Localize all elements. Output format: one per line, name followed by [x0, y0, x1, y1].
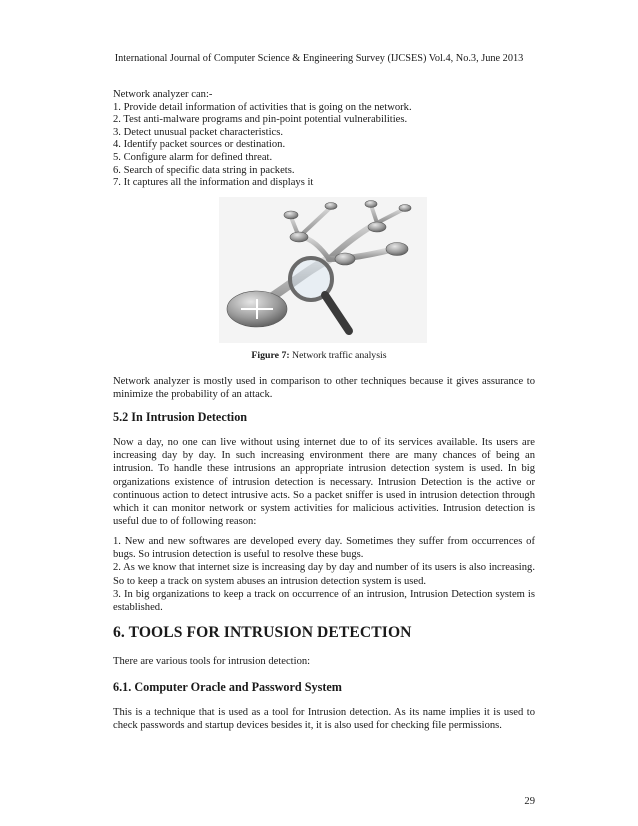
list-item: 5. Configure alarm for defined threat.: [113, 151, 273, 163]
reasons-list: [113, 535, 535, 614]
paragraph-cops: This is a technique that is used as a tool for Intrusion detection. As its name implies it is used to check passwords and startup devices besides it, it is also used for checking file permissions.: [113, 707, 535, 732]
list-item: 1. Provide detail information of activities that is going on the network.: [113, 101, 412, 113]
list-item: 2. As we know that internet size is increasing day by day and number of its users is also increasing. So to keep a track on system abuses an intrusion detection system is used.: [113, 562, 535, 587]
page-number: 29: [524, 796, 535, 807]
paragraph-analyzer: Network analyzer is mostly used in comparison to other techniques because it gives assurance to minimize the probability of an attack.: [113, 376, 535, 401]
paragraph-tools: There are various tools for intrusion detection:: [113, 656, 311, 667]
list-item: 7. It captures all the information and displays it: [113, 177, 314, 189]
list-item: 1. New and new softwares are developed every day. Sometimes they suffer from occurrences of bugs. So intrusion detection is useful to resolve these bugs.: [113, 536, 535, 561]
figure-label: Figure 7:: [251, 350, 290, 361]
analyzer-capabilities: [113, 89, 535, 190]
journal-header: International Journal of Computer Science & Engineering Survey (IJCSES) Vol.4, No.3, June 2013: [114, 53, 524, 64]
section-heading-5-2: 5.2 In Intrusion Detection: [113, 410, 248, 424]
figure-caption-text: Network traffic analysis: [289, 350, 387, 361]
analyzer-intro: Network analyzer can:-: [113, 89, 213, 100]
network-traffic-figure: [219, 197, 427, 343]
figure-caption: [0, 350, 638, 361]
list-item: 4. Identify packet sources or destination.: [113, 139, 286, 151]
list-item: 6. Search of specific data string in packets.: [113, 164, 295, 176]
section-heading-6: 6. TOOLS FOR INTRUSION DETECTION: [113, 624, 412, 641]
list-item: 3. Detect unusual packet characteristics.: [113, 126, 284, 138]
list-item: 3. In big organizations to keep a track on occurrence of an intrusion, Intrusion Detection system is established.: [113, 588, 535, 614]
paragraph-intrusion-detection: Now a day, no one can live without using internet due to of its services available. Its users are increasing day by day. In such increasing environment there are many chances of being an intrusion. To handle these intrusions an appropriate intrusion detection system is used. In big organizations existence of intrusion detection is necessary. Intrusion Detection is the active or continuous action to detect intrusive acts. So a packet sniffer is used in intrusion detection through which it can monitor network or system activities for malicious activities. Intrusion detection is useful due to of following reason:: [113, 437, 535, 528]
section-heading-6-1: 6.1. Computer Oracle and Password System: [113, 680, 342, 694]
list-item: 2. Test anti-malware programs and pin-point potential vulnerabilities.: [113, 114, 408, 126]
